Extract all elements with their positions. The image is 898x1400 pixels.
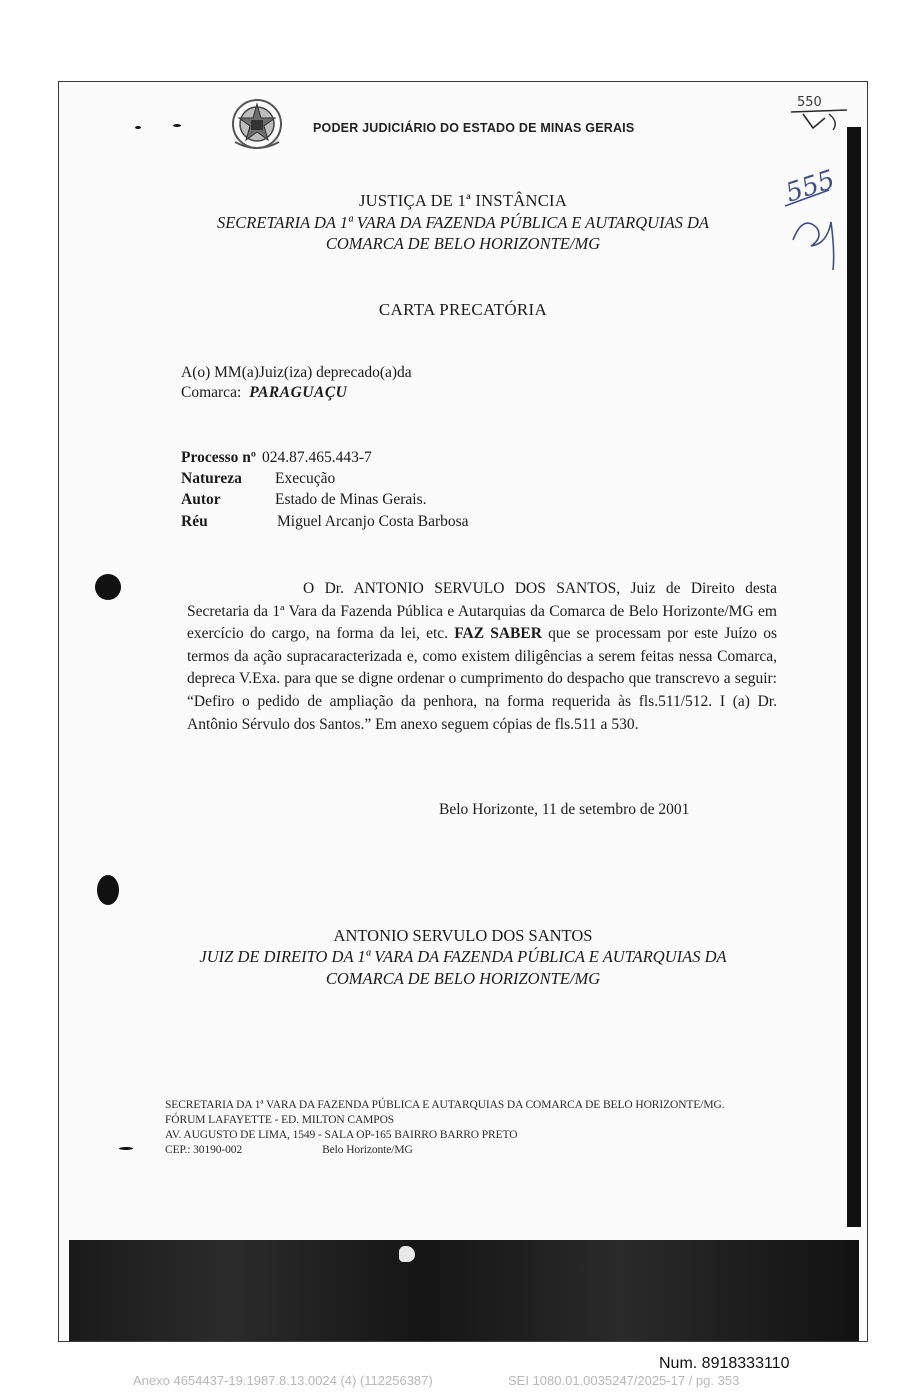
handwritten-top-mark: [789, 92, 851, 132]
punch-hole-mark: [119, 1147, 133, 1150]
author-label: Autor: [181, 491, 221, 508]
defendant-value: Miguel Arcanjo Costa Barbosa: [277, 513, 469, 530]
annex-reference: Anexo 4654437-19.1987.8.13.0024 (4) (112256387): [133, 1373, 433, 1388]
date-line: Belo Horizonte, 11 de setembro de 2001: [439, 801, 690, 818]
body-paragraph: [187, 578, 777, 736]
body-part-1: O Dr. ANTONIO SERVULO DOS SANTOS, Juiz de Direito desta Secretaria da 1ª Vara da Fazenda Pública e Autarquias da Comarca de Belo Horizonte/MG em exercício do cargo, na forma da lei, etc.: [187, 580, 777, 643]
court-instance-title: JUSTIÇA DE 1ª INSTÂNCIA: [358, 191, 568, 210]
footer-building: FÓRUM LAFAYETTE - ED. MILTON CAMPOS: [165, 1114, 395, 1126]
author-value: Estado de Minas Gerais.: [275, 491, 427, 508]
body-emphasis: FAZ SABER: [454, 625, 542, 643]
nature-label: Natureza: [181, 470, 242, 487]
process-number-label: Processo nº: [181, 449, 257, 466]
scan-artifact: [399, 1246, 415, 1262]
scan-dark-band: [69, 1240, 859, 1341]
signer-name: ANTONIO SERVULO DOS SANTOS: [333, 926, 593, 945]
svg-text:550: 550: [797, 95, 822, 110]
footer-cep: CEP.: 30190-002: [165, 1144, 243, 1156]
court-comarca-title: COMARCA DE BELO HORIZONTE/MG: [325, 234, 601, 253]
institution-header: PODER JUDICIÁRIO DO ESTADO DE MINAS GERAIS: [313, 121, 635, 135]
addressee-line: A(o) MM(a)Juiz(iza) deprecado(a)da: [181, 364, 412, 381]
punch-hole-mark: [135, 126, 141, 129]
scan-edge-shadow: [847, 127, 861, 1227]
footer-secretariat: SECRETARIA DA 1ª VARA DA FAZENDA PÚBLICA E AUTARQUIAS DA COMARCA DE BELO HORIZONTE/MG.: [165, 1099, 725, 1111]
svg-text:555: 555: [782, 164, 839, 209]
punch-hole-mark: [95, 574, 121, 600]
sei-reference: SEI 1080.01.0035247/2025-17 / pg. 353: [508, 1373, 740, 1388]
nature-value: Execução: [275, 470, 336, 487]
punch-hole-mark: [97, 875, 119, 905]
comarca-value: PARAGUAÇU: [249, 384, 348, 401]
coat-of-arms-emblem: [229, 94, 285, 154]
signer-comarca: COMARCA DE BELO HORIZONTE/MG: [325, 969, 601, 988]
footer-address: AV. AUGUSTO DE LIMA, 1549 - SALA OP-165 BAIRRO BARRO PRETO: [165, 1129, 518, 1141]
defendant-label: Réu: [181, 513, 208, 530]
footer-city: Belo Horizonte/MG: [322, 1144, 413, 1156]
process-number-value: 024.87.465.443-7: [262, 449, 372, 466]
footer-cep-line: [165, 1144, 413, 1156]
comarca-label: Comarca:: [181, 384, 242, 401]
signer-role: JUIZ DE DIREITO DA 1ª VARA DA FAZENDA PÚBLICA E AUTARQUIAS DA: [199, 947, 727, 966]
body-part-2: que se processam por este Juízo os termos da ação supracaracterizada e, como existem diligências a serem feitas nessa Comarca, depreca V.Exa. para que se digne ordenar o cumprimento do despacho que transcrevo a seguir: “Defiro o pedido de ampliação da penhora, na forma requerida às fls.511/512. I (a) Dr. Antônio Sérvulo dos Santos.” Em anexo seguem cópias de fls.511 a 530.: [187, 625, 778, 733]
comarca-line: [181, 384, 347, 402]
document-number-stamp: Num. 8918333110: [659, 1355, 790, 1372]
document-title: CARTA PRECATÓRIA: [378, 300, 548, 319]
punch-hole-mark: [173, 124, 181, 127]
scanned-page: [58, 81, 868, 1342]
court-secretariat-title: SECRETARIA DA 1ª VARA DA FAZENDA PÚBLICA E AUTARQUIAS DA: [216, 213, 710, 232]
